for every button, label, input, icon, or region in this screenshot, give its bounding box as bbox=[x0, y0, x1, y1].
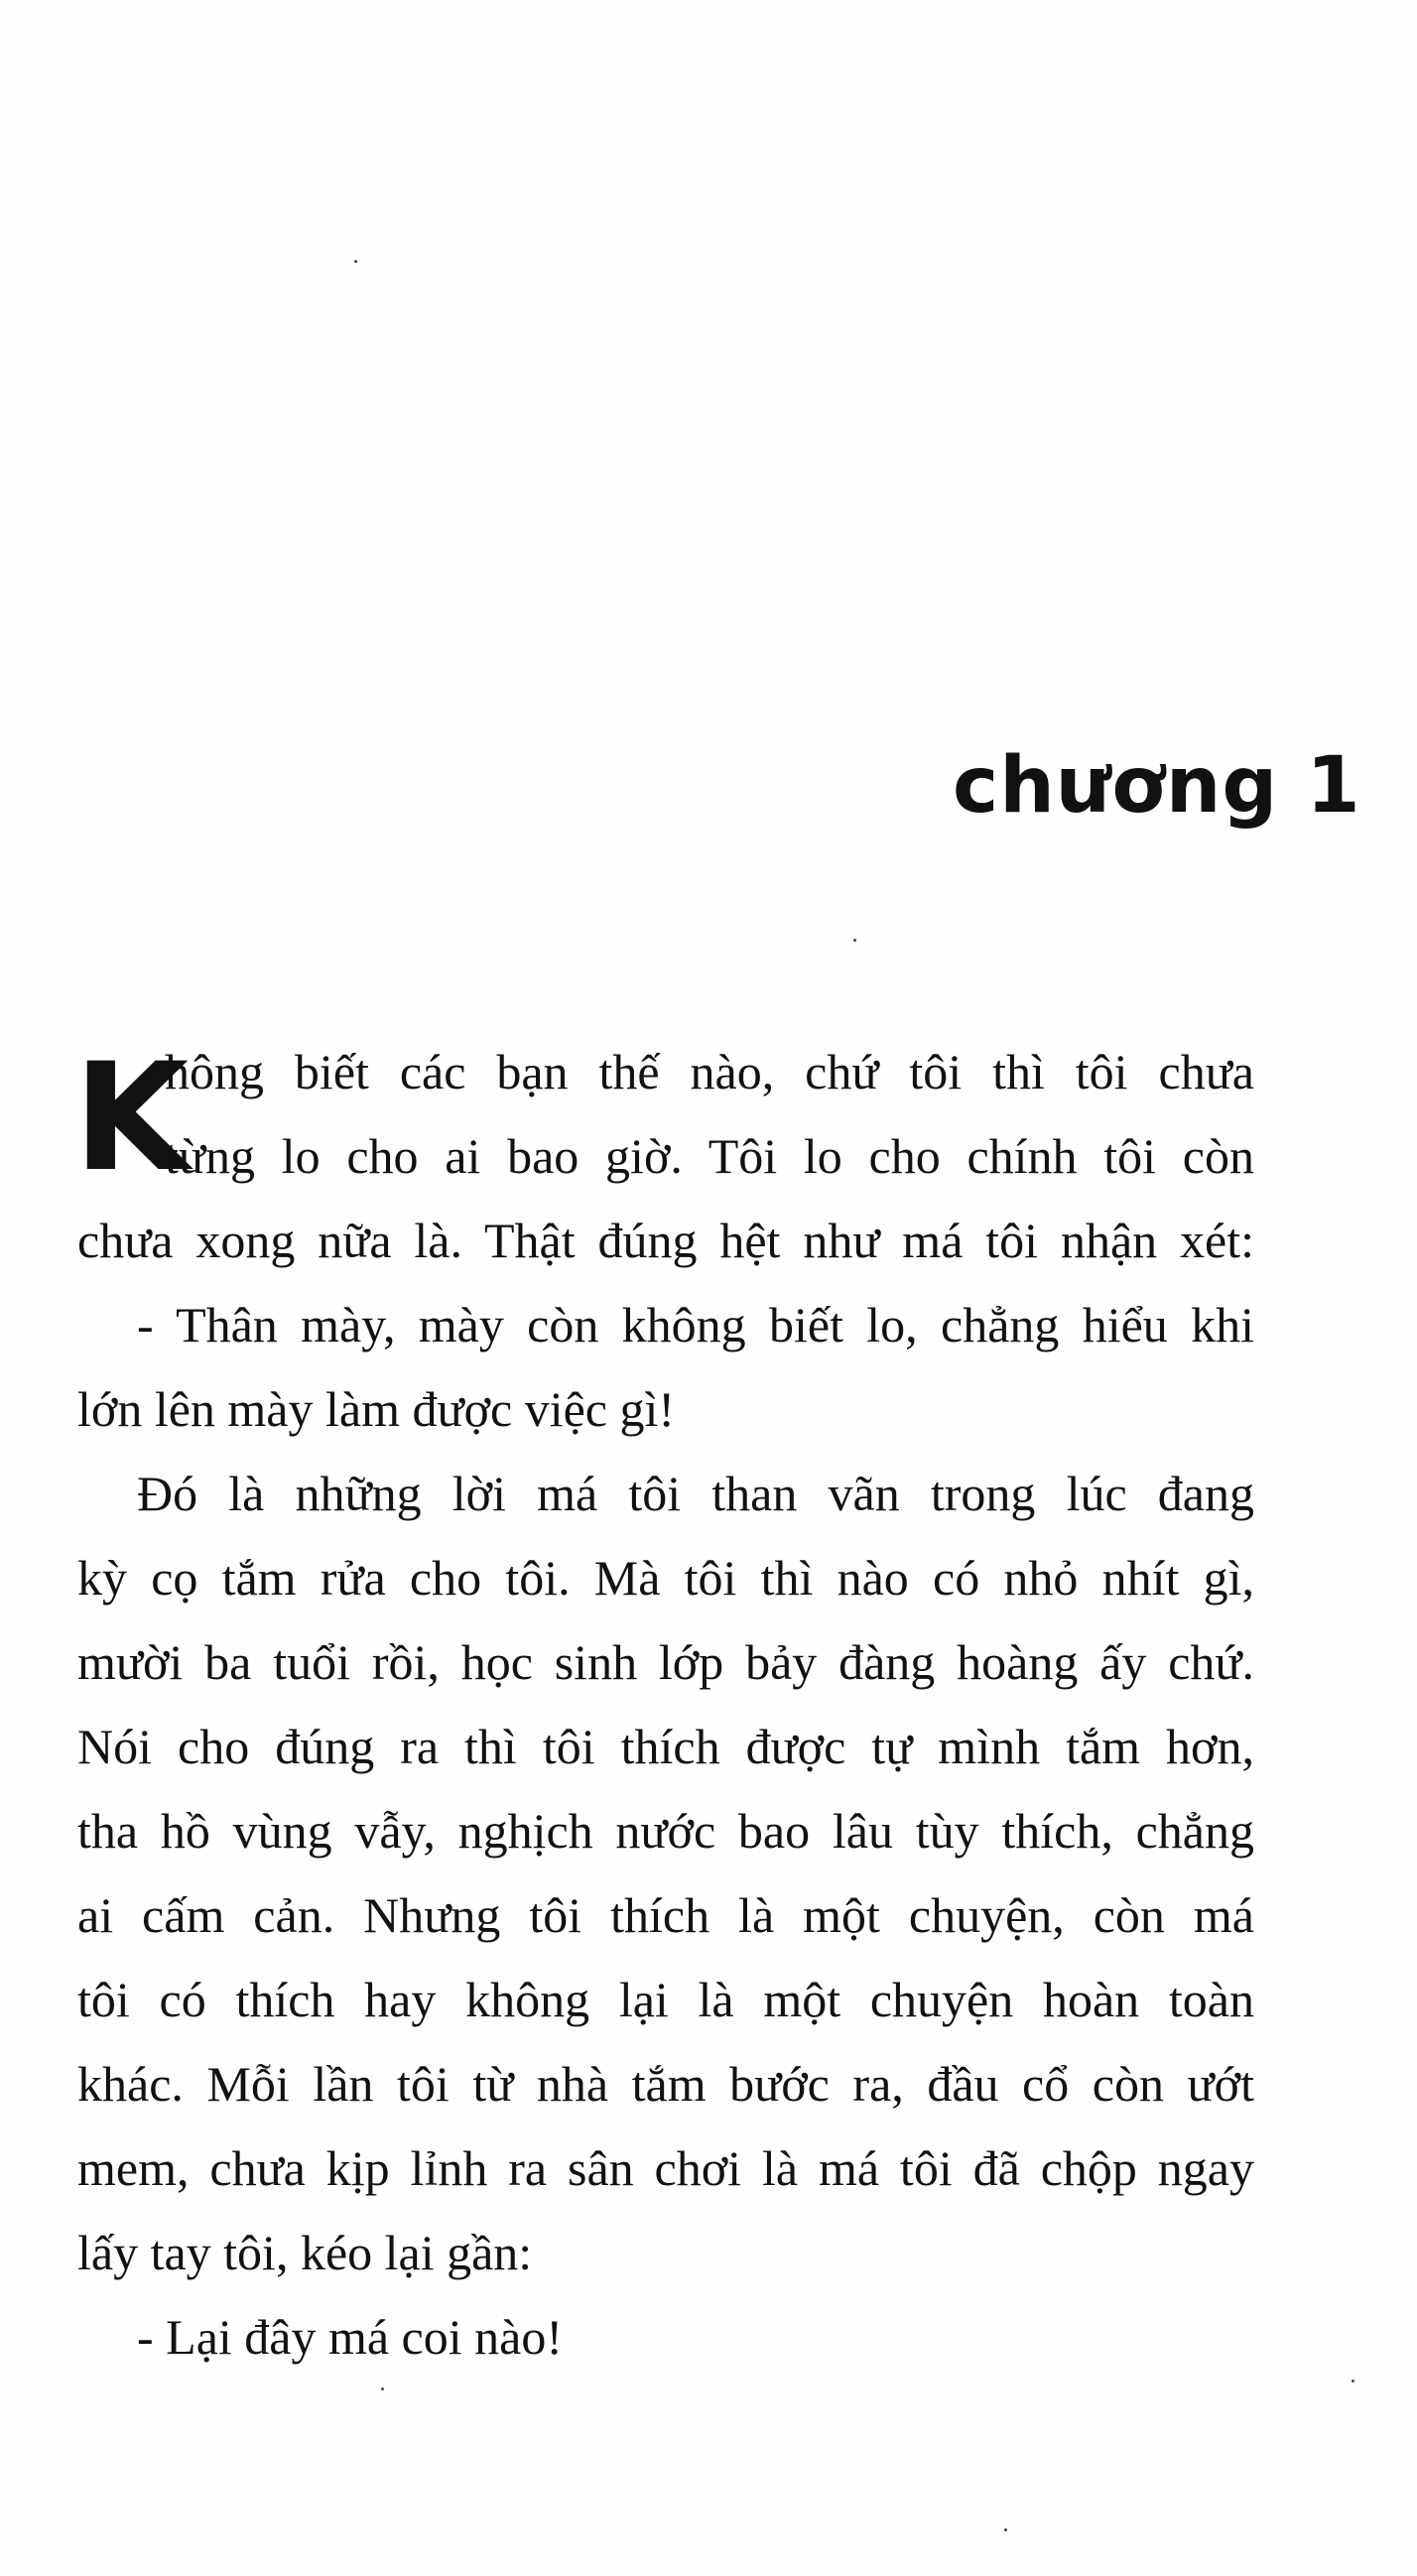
paragraph-2 bbox=[77, 1283, 1254, 1452]
text-line: kỳ cọ tắm rửa cho tôi. Mà tôi thì nào có nhỏ nhít gì, bbox=[77, 1550, 1254, 1606]
dropcap-letter bbox=[73, 1032, 190, 1205]
svg-text:K: K bbox=[73, 1032, 190, 1205]
scan-speck bbox=[1004, 2528, 1007, 2531]
text-line: chưa xong nữa là. Thật đúng hệt như má tôi nhận xét: bbox=[77, 1213, 1254, 1268]
scan-speck bbox=[381, 2387, 384, 2390]
scan-speck bbox=[853, 939, 856, 942]
chapter-heading bbox=[953, 734, 1361, 853]
dropcap bbox=[73, 1032, 190, 1205]
chapter-heading-lettering bbox=[953, 734, 1361, 853]
text-line: từng lo cho ai bao giờ. Tôi lo cho chính tôi còn bbox=[165, 1128, 1254, 1184]
text-line: ai cấm cản. Nhưng tôi thích là một chuyện, còn má bbox=[77, 1887, 1254, 1943]
text-line: tôi có thích hay không lại là một chuyện hoàn toàn bbox=[77, 1972, 1254, 2027]
paragraph-1 bbox=[73, 1030, 1254, 1283]
text-line: hông biết các bạn thế nào, chứ tôi thì tôi chưa bbox=[165, 1044, 1254, 1099]
paragraph-4 bbox=[77, 2295, 1254, 2380]
text-line: tha hồ vùng vẫy, nghịch nước bao lâu tùy thích, chẳng bbox=[77, 1803, 1254, 1859]
scan-speck bbox=[1352, 2380, 1354, 2383]
text-line: - Thân mày, mày còn không biết lo, chẳng hiểu khi bbox=[137, 1297, 1254, 1352]
text-line: lớn lên mày làm được việc gì! bbox=[77, 1381, 676, 1437]
text-line: lấy tay tôi, kéo lại gần: bbox=[77, 2225, 533, 2280]
text-line: khác. Mỗi lần tôi từ nhà tắm bước ra, đầu cổ còn ướt bbox=[77, 2056, 1254, 2112]
paragraph-3 bbox=[77, 1452, 1254, 2295]
text-line: - Lại đây má coi nào! bbox=[137, 2309, 563, 2365]
chapter-body bbox=[73, 1030, 1254, 2380]
text-line: mười ba tuổi rồi, học sinh lớp bảy đàng hoàng ấy chứ. bbox=[77, 1634, 1254, 1690]
scan-speck bbox=[354, 260, 357, 263]
chapter-heading-text: chương 1 bbox=[953, 741, 1361, 831]
text-line: Nói cho đúng ra thì tôi thích được tự mình tắm hơn, bbox=[77, 1719, 1254, 1774]
text-line: mem, chưa kịp lỉnh ra sân chơi là má tôi đã chộp ngay bbox=[77, 2140, 1254, 2196]
text-line: Đó là những lời má tôi than vãn trong lúc đang bbox=[137, 1466, 1254, 1521]
